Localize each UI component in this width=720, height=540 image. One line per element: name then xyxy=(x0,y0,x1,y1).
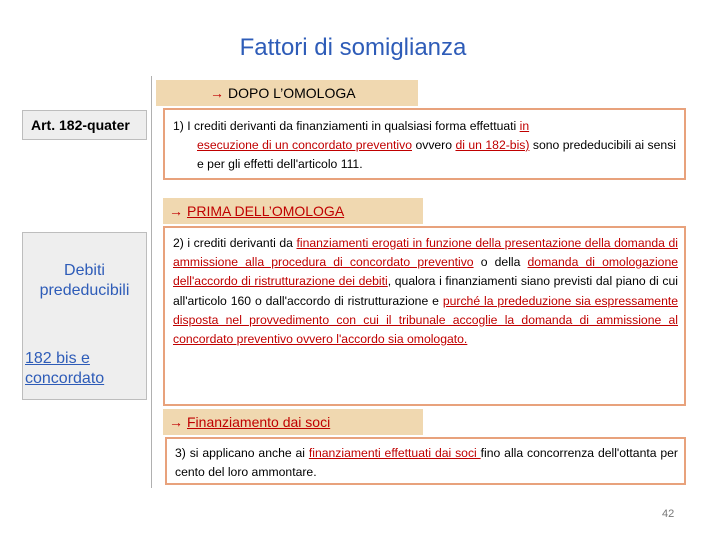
finanziamento-soci-tag xyxy=(163,409,423,435)
182-bis-concordato-label: 182 bis e concordato xyxy=(25,350,105,387)
dopo-omologa-tag xyxy=(156,80,418,106)
text-segment: o della xyxy=(473,255,528,270)
text-segment: , qualora i finanziamenti siano previsti dal piano di cui all'articolo 160 o dall'accordo di ristrutturazione e xyxy=(173,274,678,308)
arrow-right-icon: → xyxy=(169,414,183,430)
slide-title: Fattori di somiglianza xyxy=(239,34,467,61)
debiti-prededucibili-panel xyxy=(22,232,147,400)
text-segment: ovvero xyxy=(412,138,456,152)
debiti-prededucibili-label: Debiti prededucibili xyxy=(39,262,130,299)
highlighted-text: finanziamenti effettuati dai soci xyxy=(308,446,481,460)
finanziamento-soci-label: Finanziamento dai soci xyxy=(187,414,331,430)
highlighted-text: purché la prededuzione sia espressamente disposta nel provvedimento con cui il tribunale accoglie la domanda di ammissione al concordato preventivo ovvero l'accordo sia omologato. xyxy=(173,293,679,347)
prima-omologa-text-box xyxy=(163,226,686,406)
dopo-omologa-label: DOPO L’OMOLOGA xyxy=(228,85,356,101)
vertical-divider xyxy=(151,76,152,488)
text-segment: fino alla concorrenza dell'ottanta per cento del loro ammontare. xyxy=(175,446,678,479)
art-182-quater-label: Art. 182-quater xyxy=(22,110,147,140)
arrow-right-icon: → xyxy=(210,85,224,101)
text-segment: 1) I crediti derivanti da finanziamenti in qualsiasi forma effettuati xyxy=(173,119,520,133)
text-segment: 2) i crediti derivanti da xyxy=(173,236,297,250)
text-segment: sono prededucibili ai sensi e per gli effetti dell'articolo 111. xyxy=(197,138,676,171)
text-segment: 3) si applicano anche ai xyxy=(175,446,309,460)
prima-omologa-tag xyxy=(163,198,423,224)
highlighted-text: domanda di omologazione dell'accordo di ristrutturazione dei debiti xyxy=(173,255,678,289)
indented-text xyxy=(173,136,676,174)
arrow-right-icon: → xyxy=(169,203,183,219)
highlighted-text: esecuzione di un concordato preventivo xyxy=(197,138,412,152)
prima-omologa-label: PRIMA DELL’OMOLOGA xyxy=(187,203,345,219)
page-number: 42 xyxy=(662,508,675,520)
dopo-omologa-text-box xyxy=(163,108,686,180)
finanziamento-soci-text-box xyxy=(165,437,686,485)
highlighted-text: finanziamenti erogati in funzione della presentazione della domanda di ammissione alla procedura di concordato preventivo xyxy=(173,236,678,270)
highlighted-text: di un 182-bis) xyxy=(455,138,530,152)
highlighted-text: in xyxy=(519,119,530,133)
